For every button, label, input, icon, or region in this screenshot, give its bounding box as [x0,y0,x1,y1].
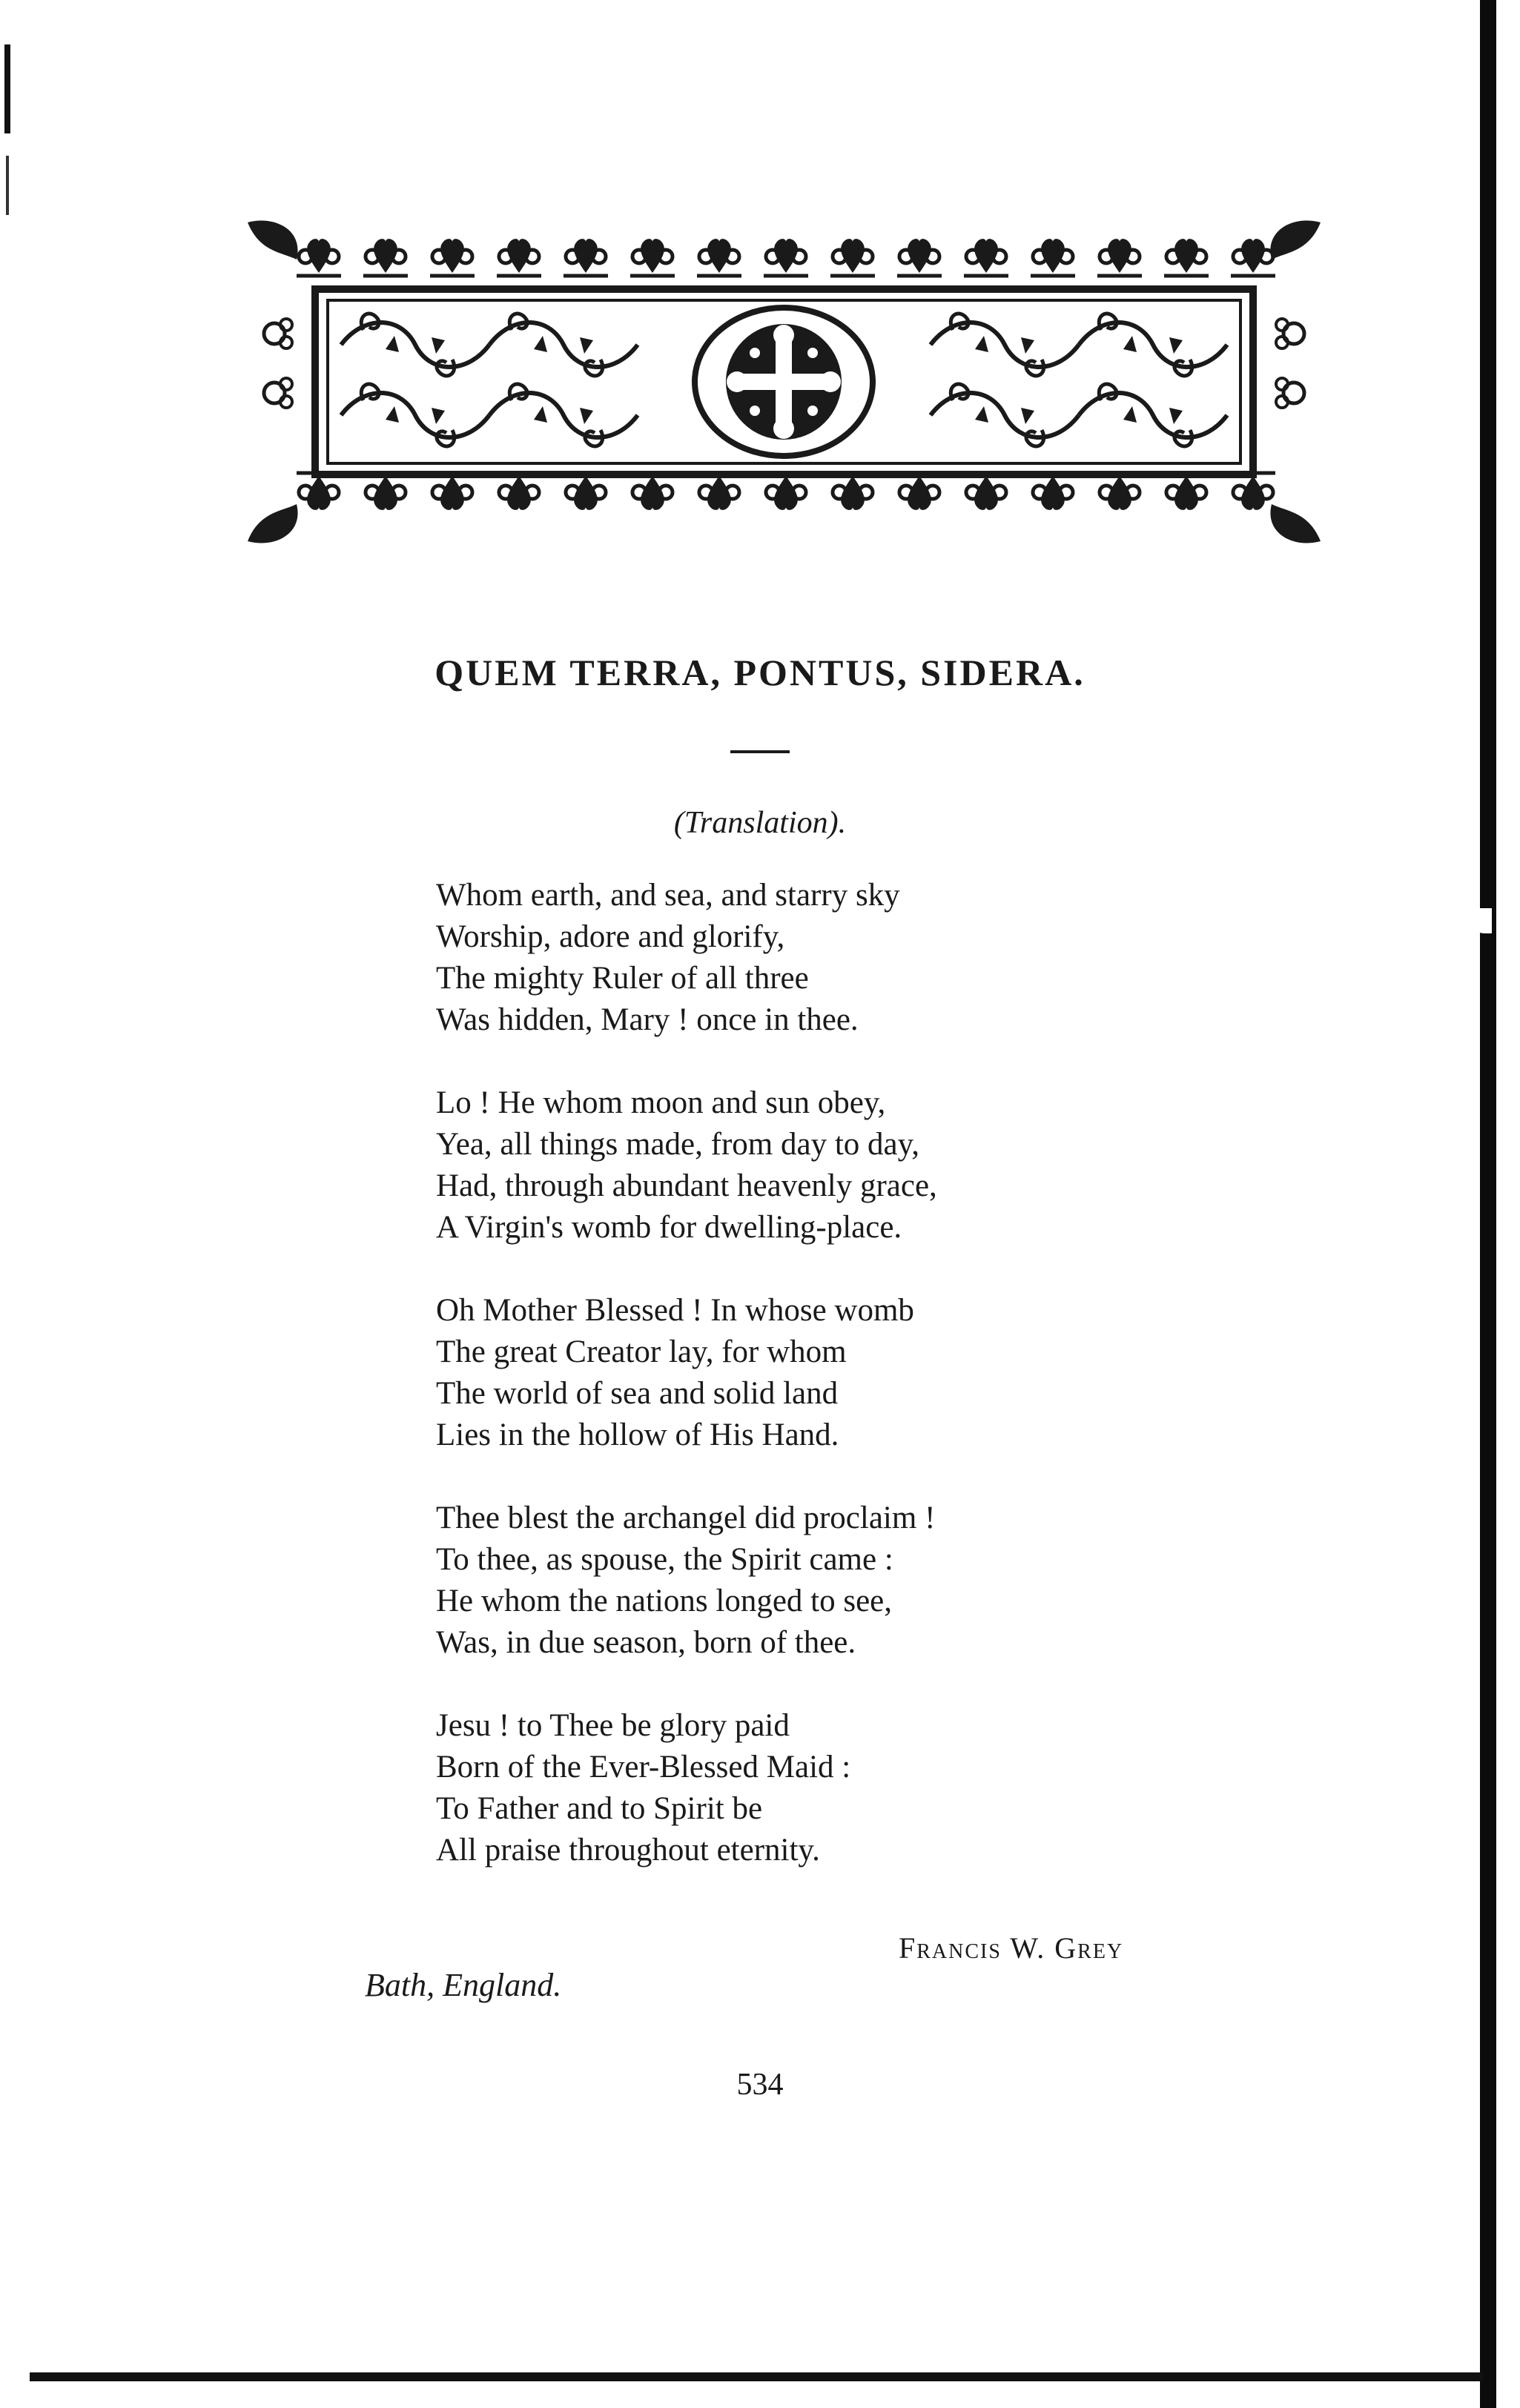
stanza [436,1705,1326,1871]
poem-line: To thee, as spouse, the Spirit came : [436,1542,893,1577]
poem-subtitle: (Translation). [673,806,847,840]
poem-line: Jesu ! to Thee be glory paid [436,1708,790,1743]
stanza [436,1498,1326,1664]
author-signature: Francis W. Grey [899,1931,1124,1965]
poem-title: QUEM TERRA, PONTUS, SIDERA. [434,652,1086,693]
scan-edge-right [1480,0,1496,2408]
scan-edge-notch [1470,908,1492,933]
title-rule [730,750,790,753]
poem-line: Worship, adore and glorify, [436,919,785,954]
scan-edge-left [4,44,10,133]
stanza [436,1082,1326,1248]
poem-line: Whom earth, and sea, and starry sky [436,878,900,913]
poem-line: Had, through abundant heavenly grace, [436,1168,937,1203]
poem-line: Was hidden, Mary ! once in thee. [436,1002,859,1037]
poem-line: The mighty Ruler of all three [436,961,809,996]
poem-line: A Virgin's womb for dwelling-place. [436,1210,902,1245]
poem-line: The world of sea and solid land [436,1376,839,1411]
poem-line: Thee blest the archangel did proclaim ! [436,1501,936,1535]
poem-line: To Father and to Spirit be [436,1791,763,1826]
poem-line: He whom the nations longed to see, [436,1584,893,1618]
poem-line: Lies in the hollow of His Hand. [436,1418,839,1452]
poem-line: Lo ! He whom moon and sun obey, [436,1085,886,1120]
poem-line: The great Creator lay, for whom [436,1334,847,1369]
poem-line: Born of the Ever-Blessed Maid : [436,1750,851,1784]
poem-body [436,875,1326,1913]
poem-line: Was, in due season, born of thee. [436,1625,856,1660]
poem-line: All praise throughout eternity. [436,1833,820,1868]
stanza [436,875,1326,1041]
page-number: 534 [736,2068,784,2102]
poem-line: Yea, all things made, from day to day, [436,1127,920,1162]
poem-line: Oh Mother Blessed ! In whose womb [436,1293,914,1328]
stanza [436,1290,1326,1456]
place-line: Bath, England. [365,1967,562,2003]
ornamental-headpiece [245,215,1324,549]
scan-edge-bottom [30,2372,1483,2381]
scan-edge-left-mark [6,156,9,215]
